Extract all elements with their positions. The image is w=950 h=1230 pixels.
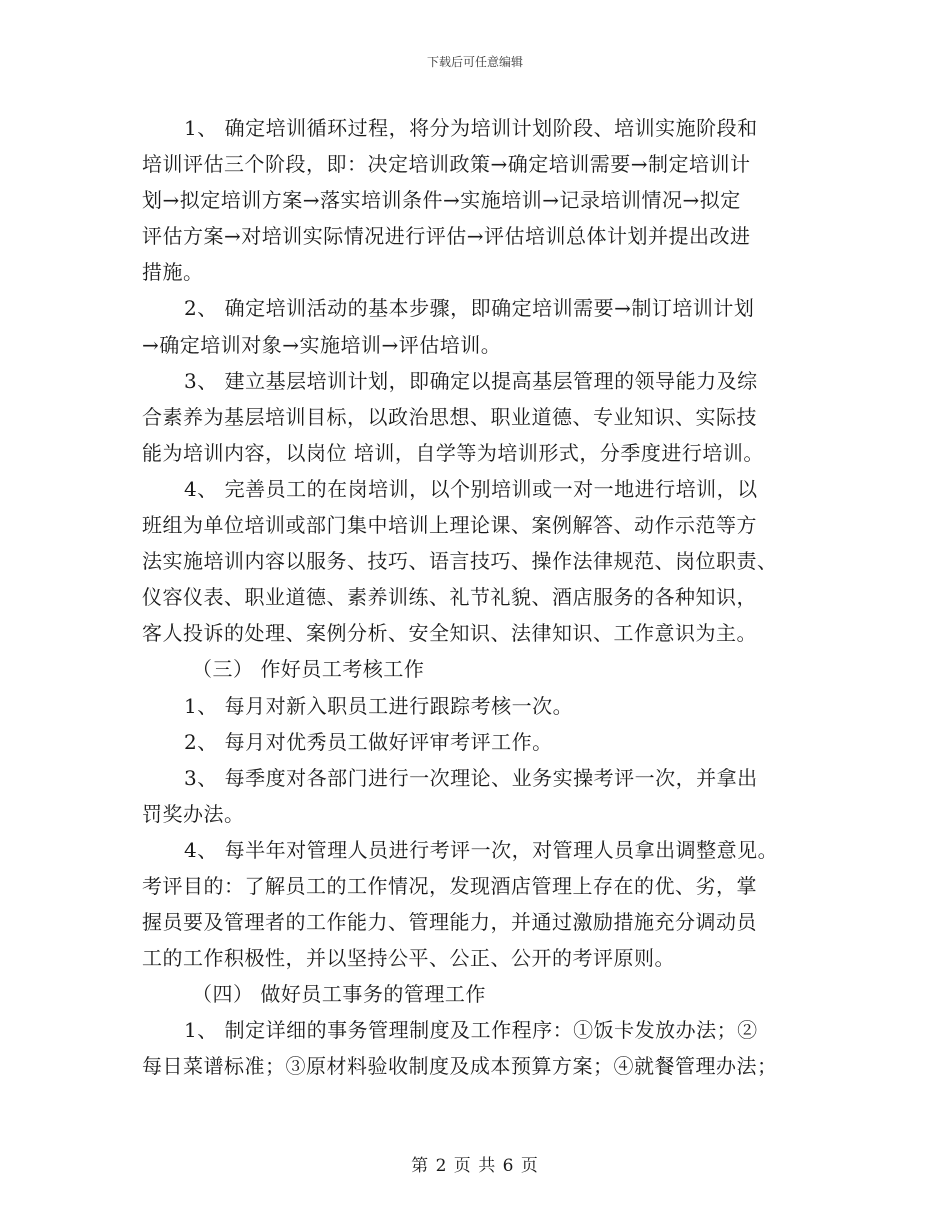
text-line: 3、 每季度对各部门进行一次理论、业务实操考评一次，并拿出 — [184, 765, 758, 790]
text-line: 仪容仪表、职业道德、素养训练、礼节礼貌、酒店服务的各种知识， — [142, 585, 757, 610]
text-line: 4、 每半年对管理人员进行考评一次，对管理人员拿出调整意见。 — [184, 837, 779, 862]
text-line: 合素养为基层培训目标，以政治思想、职业道德、专业知识、实际技 — [142, 404, 757, 429]
text-line: 工的工作积极性，并以坚持公平、公正、公开的考评原则。 — [142, 946, 675, 971]
text-line: 划→拟定培训方案→落实培训条件→实施培训→记录培训情况→拟定 — [142, 188, 741, 213]
text-line: 握员要及管理者的工作能力、管理能力，并通过激励措施充分调动员 — [142, 910, 757, 935]
text-line: 3、 建立基层培训计划，即确定以提高基层管理的领导能力及综 — [184, 368, 758, 393]
text-line: 客人投诉的处理、案例分析、安全知识、法律知识、工作意识为主。 — [142, 621, 757, 646]
text-line: （四） 做好员工事务的管理工作 — [192, 982, 486, 1007]
text-line: 班组为单位培训或部门集中培训上理论课、案例解答、动作示范等方 — [142, 513, 757, 538]
text-line: 培训评估三个阶段，即：决定培训政策→确定培训需要→制定培训计 — [142, 152, 751, 177]
text-line: 1、 每月对新入职员工进行跟踪考核一次。 — [184, 693, 574, 718]
text-line: 4、 完善员工的在岗培训，以个别培训或一对一地进行培训，以 — [184, 476, 758, 501]
text-line: 1、 确定培训循环过程，将分为培训计划阶段、培训实施阶段和 — [184, 116, 758, 140]
text-line: →确定培训对象→实施培训→评估培训。 — [142, 332, 502, 357]
text-line: 评估方案→对培训实际情况进行评估→评估培训总体计划并提出改进 — [142, 224, 751, 249]
text-line: 措施。 — [142, 260, 204, 285]
text-line: 能为培训内容，以岗位 培训，自学等为培训形式，分季度进行培训。 — [142, 440, 764, 465]
text-line: 罚奖办法。 — [142, 801, 245, 826]
text-line: 考评目的：了解员工的工作情况，发现酒店管理上存在的优、劣，掌 — [142, 873, 757, 898]
text-line: 2、 每月对优秀员工做好评审考评工作。 — [184, 729, 553, 754]
text-line: 2、 确定培训活动的基本步骤，即确定培训需要→制订培训计划 — [184, 296, 755, 321]
text-line: 每日菜谱标准；③原材料验收制度及成本预算方案；④就餐管理办法； — [142, 1054, 778, 1079]
text-line: 法实施培训内容以服务、技巧、语言技巧、操作法律规范、岗位职责、 — [142, 549, 778, 574]
document-body — [142, 110, 810, 1085]
text-line: （三） 作好员工考核工作 — [192, 657, 425, 682]
page-header: 下载后可任意编辑 — [426, 55, 523, 69]
text-line: 1、 制定详细的事务管理制度及工作程序：①饭卡发放办法；② — [184, 1018, 758, 1043]
page-footer: 第 2 页 共 6 页 — [411, 1156, 539, 1176]
